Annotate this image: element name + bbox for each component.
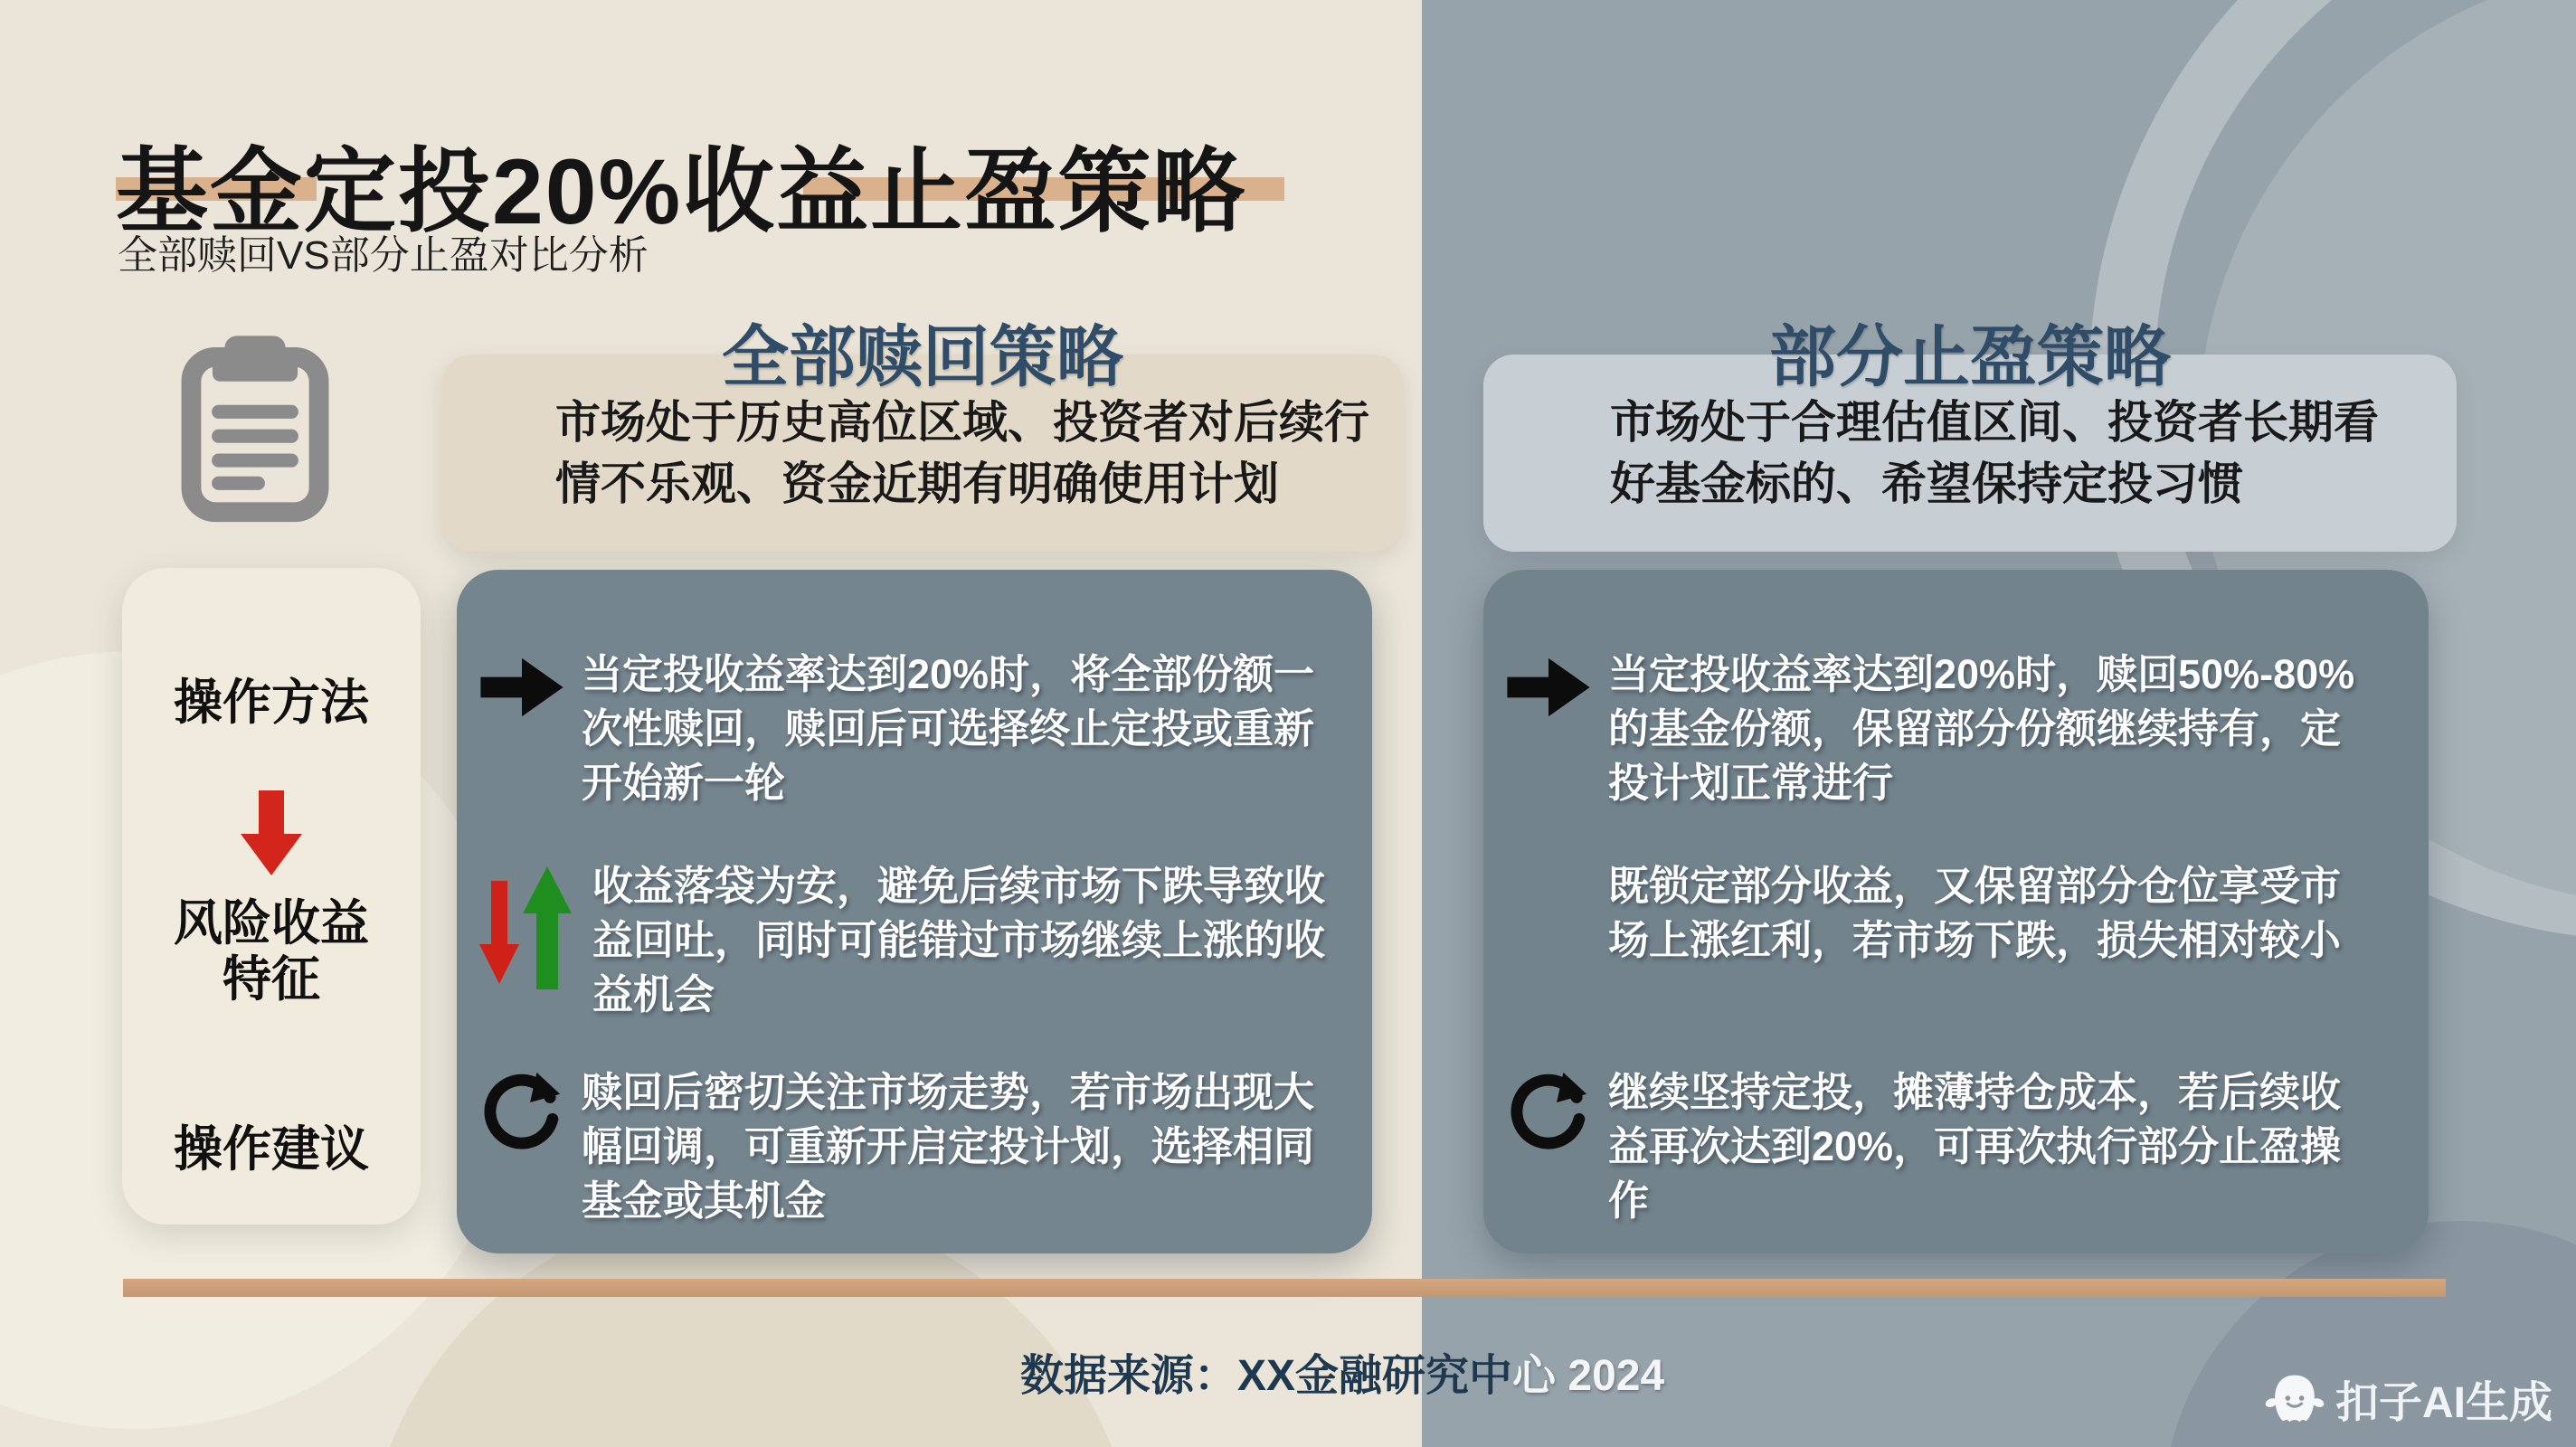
data-source-left: 数据来源：XX金融研究中 — [1020, 1352, 1513, 1400]
clipboard-icon — [179, 333, 331, 523]
page-title: 基金定投20%收益止盈策略 — [116, 140, 1247, 244]
up-down-arrows-icon — [478, 859, 578, 1022]
footer-divider — [123, 1279, 2446, 1297]
refresh-icon — [478, 1065, 567, 1228]
partial-take-profit-risk-row — [1505, 859, 2407, 968]
partial-take-profit-scenario: 市场处于合理估值区间、投资者长期看好基金标的、希望保持定投习惯 — [1610, 397, 2379, 509]
partial-take-profit-method-row — [1505, 648, 2407, 810]
full-redemption-advice-row — [478, 1065, 1350, 1228]
icon-spacer — [1505, 859, 1594, 968]
watermark-text: 扣子AI生成 — [2334, 1379, 2552, 1427]
partial-take-profit-header: 部分止盈策略 — [1769, 319, 2171, 394]
data-source — [1020, 1340, 1664, 1403]
full-redemption-scenario: 市场处于历史高位区域、投资者对后续行情不乐观、资金近期有明确使用计划 — [555, 397, 1369, 509]
down-arrow-icon — [239, 789, 304, 877]
arrow-right-icon — [1505, 648, 1594, 810]
full-redemption-method: 当定投收益率达到20%时，将全部份额一次性赎回，赎回后可选择终止定投或重新开始新一轮 — [582, 651, 1315, 806]
data-source-right: 心 2024 — [1512, 1352, 1665, 1400]
page-subtitle: 全部赎回VS部分止盈对比分析 — [118, 233, 649, 278]
label-operation-method: 操作方法 — [174, 676, 369, 730]
ghost-logo-icon — [2265, 1373, 2325, 1425]
full-redemption-header: 全部赎回策略 — [722, 319, 1123, 394]
full-redemption-card — [457, 570, 1372, 1253]
full-redemption-risk: 收益落袋为安，避免后续市场下跌导致收益回吐，同时可能错过市场继续上涨的收益机会 — [592, 863, 1326, 1017]
label-risk-return: 风险收益特征 — [174, 896, 369, 1007]
full-redemption-method-row — [478, 648, 1350, 810]
partial-take-profit-advice: 继续坚持定投，摊薄持仓成本，若后续收益再次达到20%，可再次执行部分止盈操作 — [1608, 1069, 2342, 1224]
watermark — [2265, 1367, 2552, 1430]
partial-take-profit-risk: 既锁定部分收益，又保留部分仓位享受市场上涨红利，若市场下跌，损失相对较小 — [1608, 863, 2342, 963]
refresh-icon — [1505, 1065, 1594, 1228]
partial-take-profit-advice-row — [1505, 1065, 2407, 1228]
arrow-right-icon — [478, 648, 567, 810]
full-redemption-risk-row — [478, 859, 1350, 1022]
partial-take-profit-method: 当定投收益率达到20%时，赎回50%-80%的基金份额，保留部分份额继续持有，定投计划正常进行 — [1608, 651, 2355, 806]
row-label-box — [122, 568, 421, 1225]
partial-take-profit-card — [1483, 570, 2429, 1253]
label-operation-advice: 操作建议 — [174, 1122, 369, 1177]
full-redemption-advice: 赎回后密切关注市场走势，若市场出现大幅回调，可重新开启定投计划，选择相同基金或其机金 — [582, 1069, 1315, 1224]
